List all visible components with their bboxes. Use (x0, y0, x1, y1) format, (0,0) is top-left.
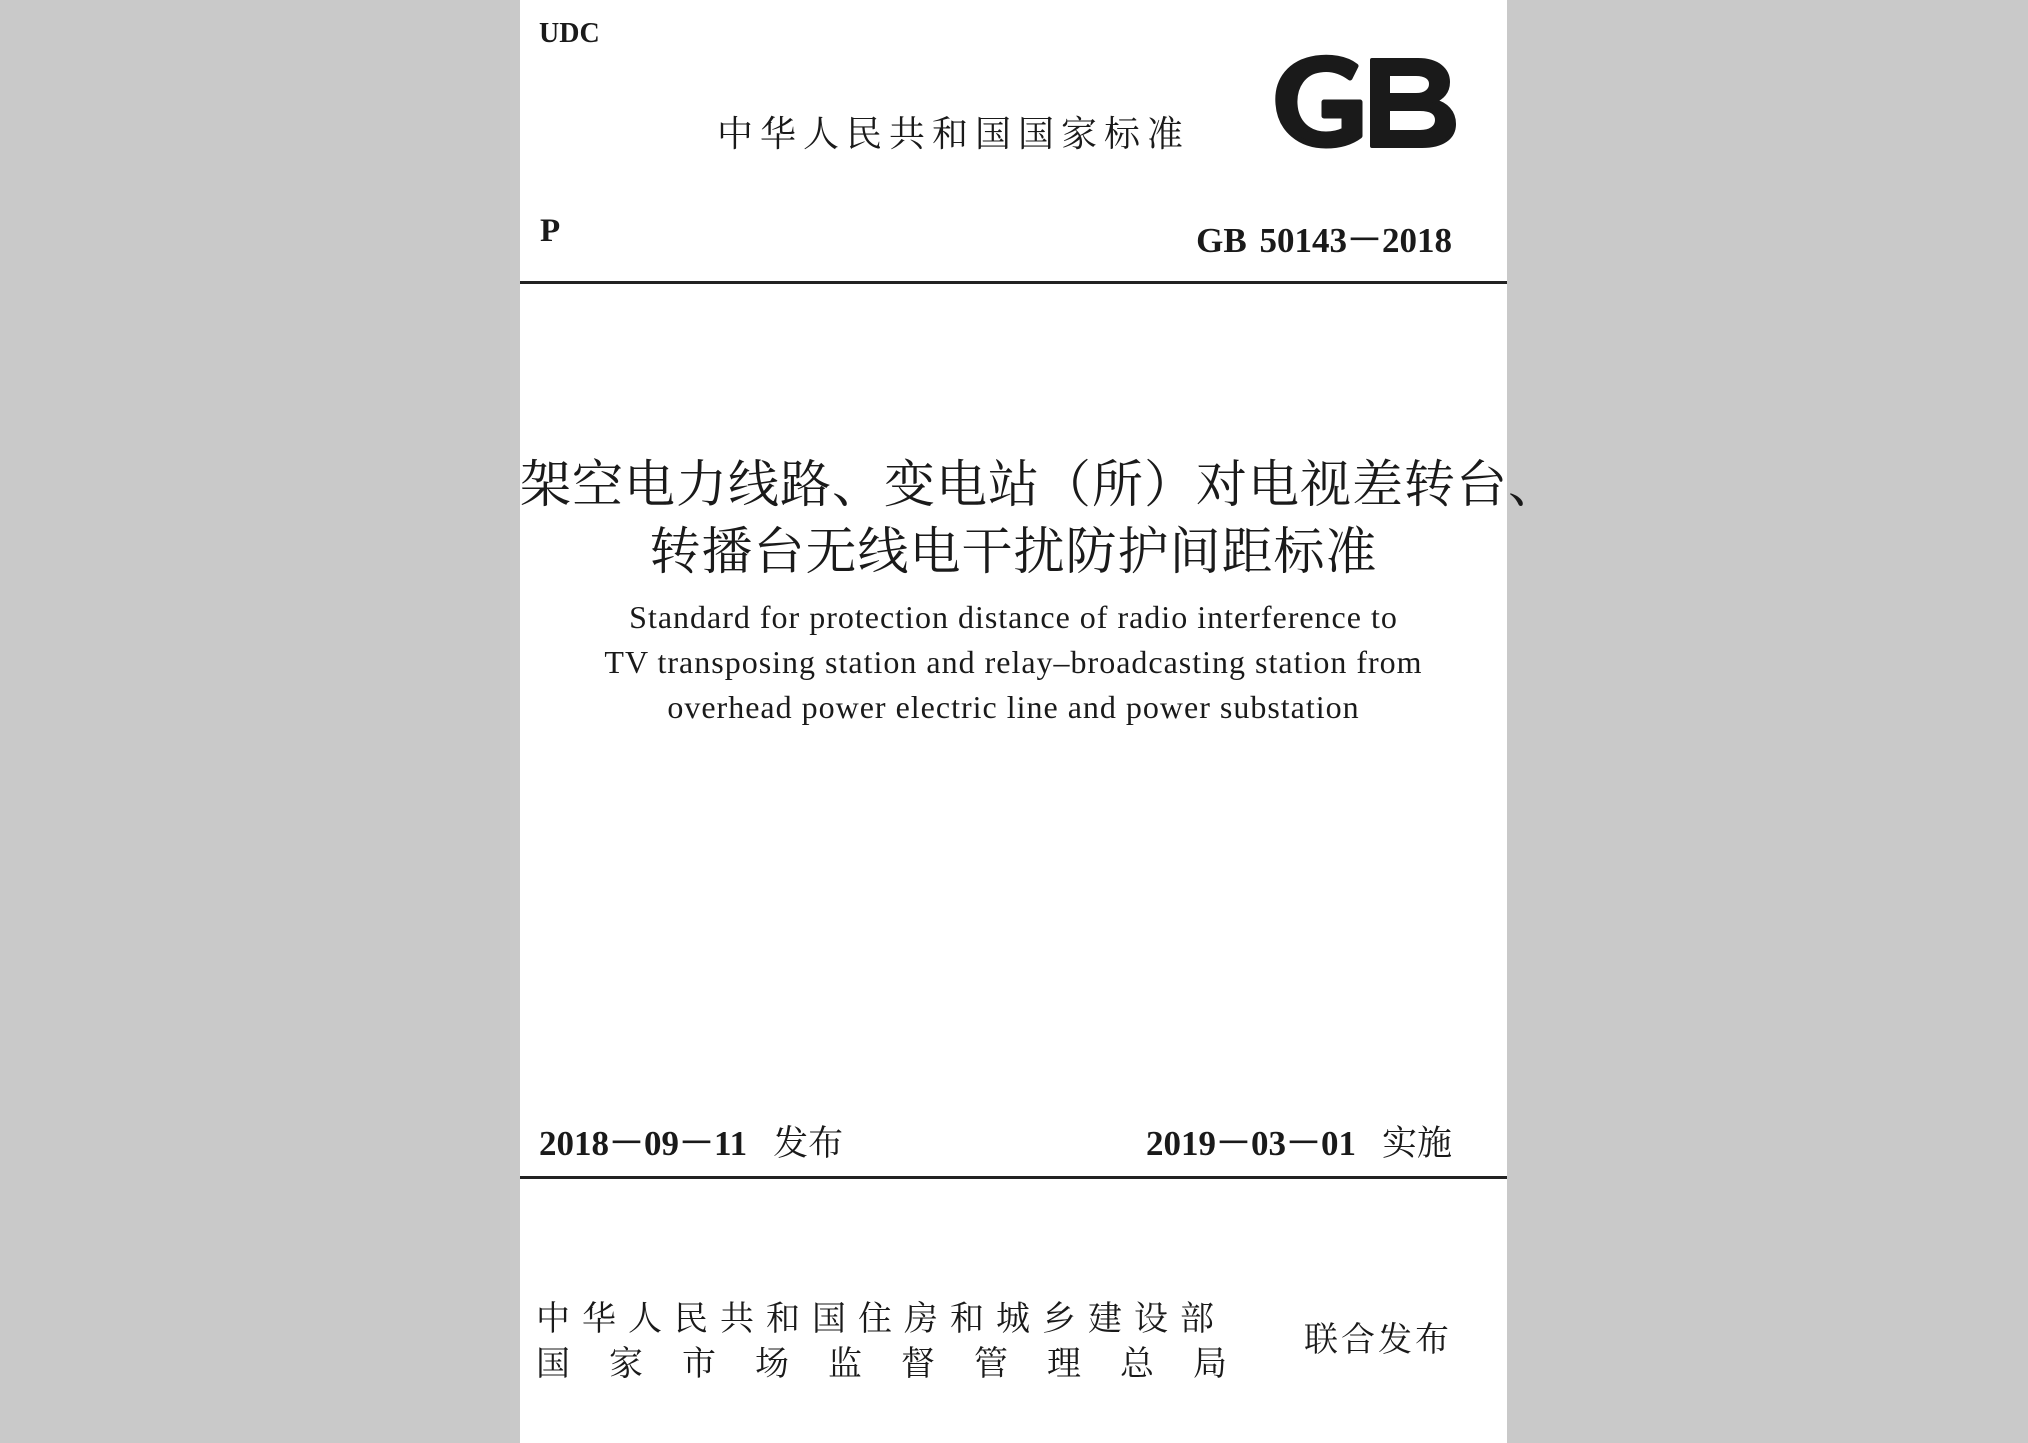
publisher-line2: 国家市场监督管理总局 (536, 1344, 1266, 1384)
gb-logo (1268, 37, 1458, 152)
title-en-line1: Standard for protection distance of radio interference to (629, 599, 1398, 635)
footer-divider (520, 1176, 1507, 1179)
effective-label: 实施 (1381, 1124, 1452, 1164)
title-cn-line2: 转播台无线电干扰防护间距标准 (649, 523, 1378, 582)
header-divider (520, 281, 1507, 284)
gb-logo-text: GB (1268, 37, 1293, 56)
effective-date: 2019－03－01 (1145, 1124, 1356, 1163)
national-standard-heading: 中华人民共和国国家标准 (717, 114, 1191, 155)
standard-number: GB 50143－2018 (1196, 221, 1452, 260)
issue-date: 2018－09－11 (539, 1124, 748, 1163)
classification-code: P (540, 213, 561, 249)
issue-date-block (539, 1116, 843, 1166)
publisher-line1: 中华人民共和国住房和城乡建设部 (536, 1299, 1226, 1339)
title-cn-line1: 架空电力线路、变电站（所）对电视差转台、 (520, 456, 1561, 515)
joint-publish-label: 联合发布 (1304, 1320, 1452, 1360)
issue-label: 发布 (773, 1124, 844, 1164)
effective-date-block (1146, 1116, 1452, 1166)
title-en-line3: overhead power electric line and power substation (667, 689, 1360, 725)
title-en-line2: TV transposing station and relay–broadcasting station from (604, 644, 1423, 680)
document-page (520, 0, 1561, 1443)
udc-label: UDC (539, 18, 600, 49)
